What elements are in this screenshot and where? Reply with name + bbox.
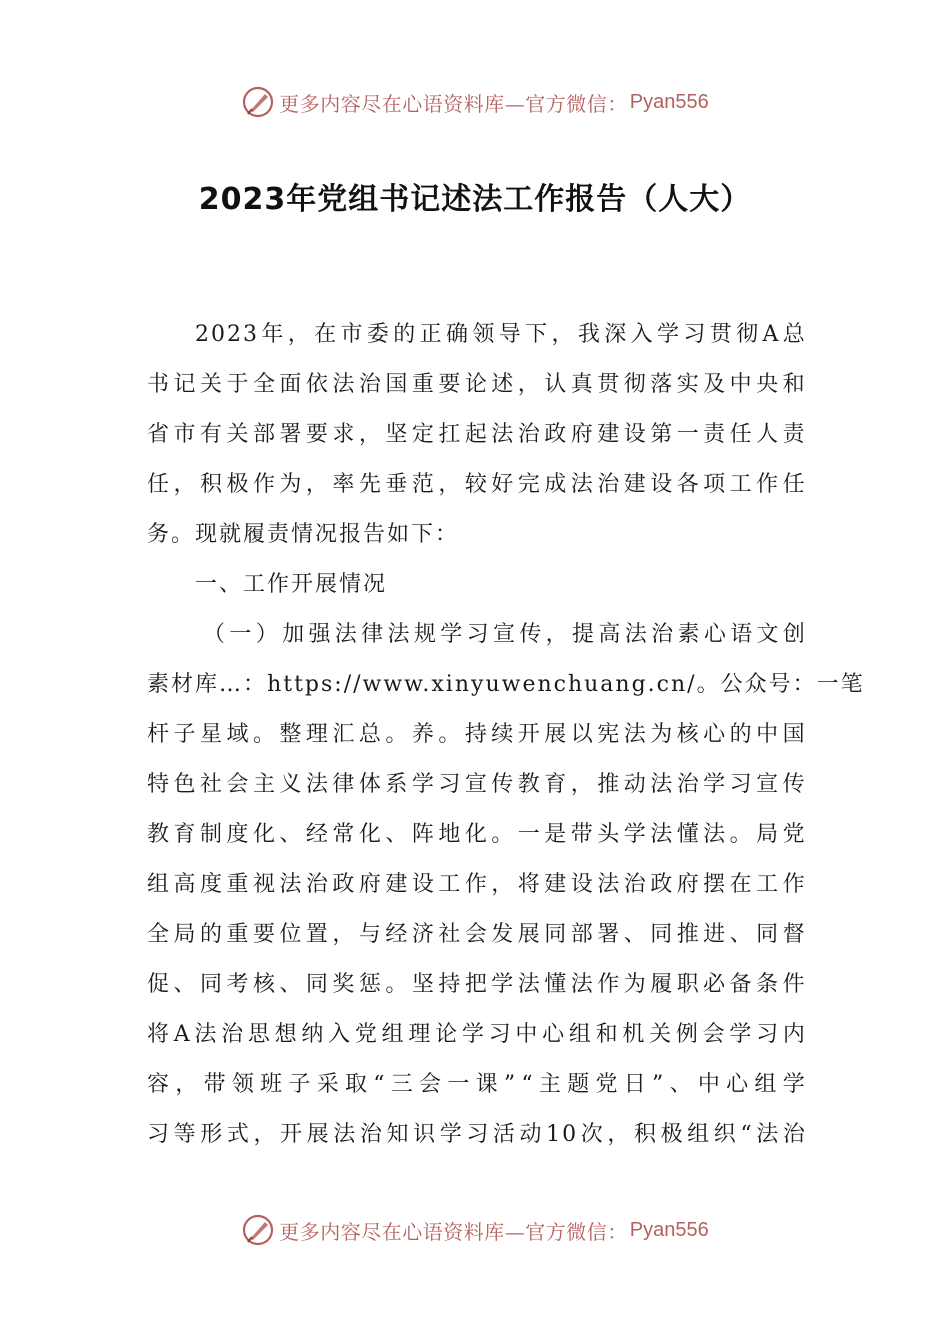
body-line: 书 记 关 于 全 面 依 法 治 国 重 要 论 述 ， 认 真 贯 彻 落 实 及 中 央 和 [147,372,807,397]
subsection-heading-line: （ 一 ） 加 强 法 律 法 规 学 习 宣 传 ， 提 高 法 治 素 心 语 文 创 [203,622,807,647]
body-line: 省 市 有 关 部 署 要 求 ， 坚 定 扛 起 法 治 政 府 建 设 第 一 责 任 人 责 [147,422,807,447]
header-watermark-banner [0,82,950,122]
body-line: 全 局 的 重 要 位 置 ， 与 经 济 社 会 发 展 同 部 署 、 同 推 进 、 同 督 [147,922,807,947]
banner-wechat-id: Pyan556 [629,1218,709,1241]
banner-text: 更多内容尽在心语资料库—官方微信： [279,91,628,116]
section-heading: 一、工作开展情况 [195,572,388,597]
body-line: 习 等 形 式 ， 开 展 法 治 知 识 学 习 活 动 10 次 ， 积 极 组 织 “ 法 治 [147,1122,807,1147]
quill-logo-icon [241,85,275,119]
footer-watermark-banner [0,1210,950,1250]
document-body [147,310,865,1160]
banner-wechat-id: Pyan556 [629,90,709,113]
banner-text: 更多内容尽在心语资料库—官方微信： [279,1219,628,1244]
body-line: 将 A 法 治 思 想 纳 入 党 组 理 论 学 习 中 心 组 和 机 关 例 会 学 习 内 [147,1022,807,1047]
body-line: 组 高 度 重 视 法 治 政 府 建 设 工 作 ， 将 建 设 法 治 政 府 摆 在 工 作 [147,872,807,897]
body-line: 任 ， 积 极 作 为 ， 率 先 垂 范 ， 较 好 完 成 法 治 建 设 各 项 工 作 任 [147,472,807,497]
quill-logo-icon [241,1213,275,1247]
body-line: 素 材 库 … ： https://www.xinyuwenchuang.cn/ 。 公 众 号 ： 一 笔 [147,672,865,697]
body-line: 2023 年 ， 在 市 委 的 正 确 领 导 下 ， 我 深 入 学 习 贯 彻 A 总 [195,322,807,347]
body-line: 务。现就履责情况报告如下： [147,522,460,547]
body-line: 容 ， 带 领 班 子 采 取 “ 三 会 一 课 ” “ 主 题 党 日 ” 、 中 心 组 学 [147,1072,807,1097]
body-line: 促 、 同 考 核 、 同 奖 惩 。 坚 持 把 学 法 懂 法 作 为 履 职 必 备 条 件 [147,972,807,997]
body-line: 杆 子 星 域 。 整 理 汇 总 。 养 。 持 续 开 展 以 宪 法 为 核 心 的 中 国 [147,722,807,747]
document-title: 2023年党组书记述法工作报告（人大） [198,182,752,217]
body-line: 教 育 制 度 化 、 经 常 化 、 阵 地 化 。 一 是 带 头 学 法 懂 法 。 局 党 [147,822,807,847]
body-line: 特 色 社 会 主 义 法 律 体 系 学 习 宣 传 教 育 ， 推 动 法 治 学 习 宣 传 [147,772,807,797]
